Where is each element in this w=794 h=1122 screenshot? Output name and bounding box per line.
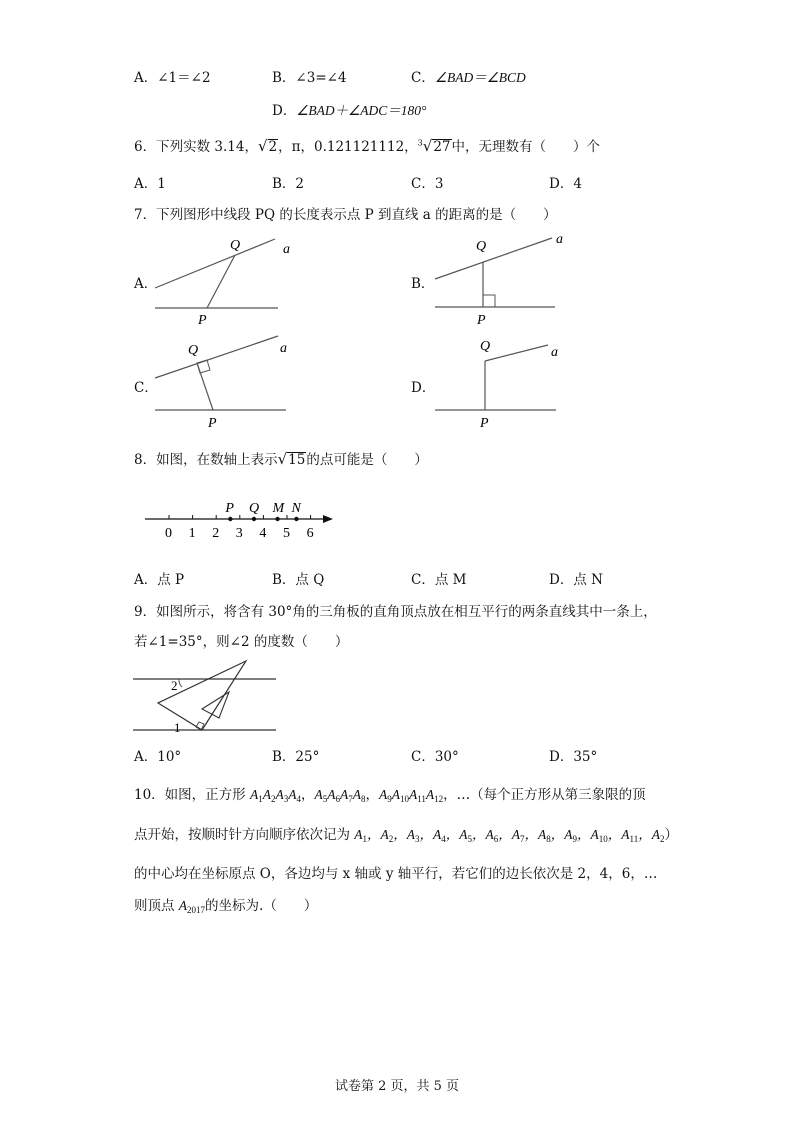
point-q <box>252 517 256 521</box>
page-footer: 试卷第 2 页，共 5 页 <box>334 1079 460 1094</box>
stem-text: 中，无理数有（ ）个 <box>451 139 601 155</box>
stem-text: ，…（每个正方形从第三象限的顶 <box>443 787 646 803</box>
radicand: 15 <box>288 452 306 468</box>
tick-label: 2 <box>212 526 220 541</box>
option-letter: D． <box>549 572 574 588</box>
stem-text: 6．下列实数 3.14， <box>134 139 258 155</box>
vertex-sequence: $A_1$，$A_2$，$A_3$，$A_4$，$A_5$，$A_6$，$A_7$，$A_8$，$A_9$，$A_{10}$，$A_{11}$，$A_2$ <box>354 827 665 844</box>
q7-figure-a <box>150 228 300 328</box>
label-q: Q <box>230 238 241 253</box>
stem-text: 10．如图，正方形 <box>134 787 250 803</box>
square-name-2: $A_5A_6A_7A_8$ <box>314 787 366 804</box>
option-text: 2 <box>295 176 305 192</box>
label-p: P <box>208 416 217 431</box>
option-letter: B． <box>272 176 296 192</box>
point-n <box>294 517 298 521</box>
option-text: 点 P <box>157 572 185 588</box>
triangle-ruler-inner <box>202 692 229 718</box>
tick-label: 1 <box>188 526 196 541</box>
sqrt-sign: √ <box>277 450 288 468</box>
point-label-n: N <box>291 501 301 516</box>
stem-text: ，π，0.121121112， <box>278 139 418 155</box>
option-text: ∠3=∠4 <box>295 70 347 86</box>
q8-number-line <box>140 494 350 544</box>
tick-label: 0 <box>165 526 172 541</box>
option-letter: D． <box>272 103 297 119</box>
option-letter: B． <box>272 749 296 765</box>
q9-option-c[interactable] <box>411 745 459 765</box>
q6-option-d[interactable] <box>549 172 582 192</box>
option-letter: D． <box>549 176 574 192</box>
stem-text: 的点可能是（ ） <box>306 452 428 468</box>
option-letter: A． <box>134 176 158 192</box>
tick-label: 5 <box>283 526 290 541</box>
point-label-m: M <box>272 501 285 516</box>
option-text: 3 <box>434 176 444 192</box>
arrow-icon <box>323 515 333 523</box>
q7-option-d[interactable]: D． <box>411 380 436 396</box>
q8-option-b[interactable] <box>272 568 324 588</box>
option-letter: B． <box>272 70 296 86</box>
point-p <box>228 517 232 521</box>
angle-label-2: 2 <box>171 678 178 693</box>
q7-stem: 7．下列图形中线段 PQ 的长度表示点 P 到直线 a 的距离的是（ ） <box>134 207 557 223</box>
q9-stem-line2: 若∠1=35°，则∠2 的度数（ ） <box>134 634 349 650</box>
option-text: 30° <box>434 749 459 765</box>
q7-option-b[interactable]: B． <box>411 276 435 292</box>
label-q: Q <box>476 239 487 254</box>
option-text: 点 M <box>434 572 467 588</box>
label-q: Q <box>188 343 199 358</box>
root-index: 3 <box>417 138 423 148</box>
q9-option-b[interactable] <box>272 745 319 765</box>
radicand: 2 <box>268 139 278 155</box>
q9-option-a[interactable] <box>134 745 181 765</box>
q7-figure-d <box>430 332 580 432</box>
q9-option-d[interactable] <box>549 745 597 765</box>
option-letter: A． <box>134 572 158 588</box>
option-letter: C． <box>411 572 435 588</box>
q5-option-b[interactable] <box>272 66 347 86</box>
option-text: ∠1＝∠2 <box>157 70 211 86</box>
option-letter: A． <box>134 749 158 765</box>
q9-stem-line1: 9．如图所示，将含有 30°角的三角板的直角顶点放在相互平行的两条直线其中一条上， <box>134 604 657 620</box>
q10-line2: 点开始，按顺时针方向顺序依次记为 $A_1$，$A_2$，$A_3$，$A_4$，$A_5$，$A_6$，$A_7$，$A_8$，$A_9$，$A_{10}$，$A_{11}$，$A_2$） <box>134 827 678 844</box>
option-letter: C． <box>411 176 435 192</box>
label-p: P <box>480 416 489 431</box>
option-text: ∠BAD＋∠ADC＝180° <box>296 103 427 118</box>
point-m <box>275 517 279 521</box>
option-text: 35° <box>573 749 598 765</box>
q10-line4 <box>134 894 317 915</box>
option-letter: C． <box>411 70 435 86</box>
stem-text: 8．如图，在数轴上表示 <box>134 452 278 468</box>
angle-label-1: 1 <box>174 720 181 735</box>
option-text: 点 Q <box>295 572 325 588</box>
radicand: 27 <box>433 139 451 155</box>
q8-option-a[interactable] <box>134 568 184 588</box>
label-p: P <box>477 313 486 328</box>
stem-text: 点开始，按顺时针方向顺序依次记为 <box>134 827 355 843</box>
option-letter: B． <box>272 572 296 588</box>
square-name-3: $A_9A_{10}A_{11}A_{12}$ <box>378 787 444 804</box>
q8-option-d[interactable] <box>549 568 603 588</box>
option-letter: C． <box>411 749 435 765</box>
q9-figure <box>133 657 278 737</box>
q8-stem <box>134 448 428 468</box>
point-label-p: P <box>225 501 234 516</box>
label-q: Q <box>480 339 491 354</box>
q6-option-a[interactable] <box>134 172 166 192</box>
q7-option-a[interactable]: A． <box>134 276 158 292</box>
label-a: a <box>280 341 287 356</box>
q5-option-a[interactable] <box>134 66 211 86</box>
label-p: P <box>198 313 207 328</box>
q6-stem <box>134 135 600 155</box>
q6-option-c[interactable] <box>411 172 443 192</box>
option-letter: D． <box>549 749 574 765</box>
cbrt-sign: √ <box>422 137 433 155</box>
tick-label: 4 <box>259 526 267 541</box>
option-text: 点 N <box>573 572 603 588</box>
label-a: a <box>556 232 563 247</box>
option-text: 1 <box>157 176 166 192</box>
q10-line1: 10．如图，正方形 $A_1A_2A_3A_4$，$A_5A_6A_7A_8$，$A_9A_{10}A_{11}A_{12}$，…（每个正方形从第三象限的顶 <box>134 787 646 804</box>
q7-figure-b <box>430 228 580 328</box>
sqrt-sign: √ <box>257 137 268 155</box>
label-a: a <box>283 242 290 257</box>
tick-label: 3 <box>235 526 243 541</box>
q5-option-c[interactable] <box>411 66 526 86</box>
stem-text: 则顶点 <box>134 898 179 914</box>
tick-label: 6 <box>306 526 314 541</box>
option-text: ∠BAD＝∠BCD <box>434 70 526 85</box>
q5-option-d[interactable] <box>272 99 426 119</box>
triangle-ruler-outer <box>158 661 246 730</box>
label-a: a <box>551 345 558 360</box>
option-text: 25° <box>295 749 320 765</box>
q6-option-b[interactable] <box>272 172 304 192</box>
vertex-a2017: $A_{2017}$ <box>178 898 206 915</box>
q7-figure-c <box>150 332 300 432</box>
q8-option-c[interactable] <box>411 568 466 588</box>
square-name-1: $A_1A_2A_3A_4$ <box>249 787 301 804</box>
stem-text: 的坐标为.（ ） <box>205 898 318 914</box>
option-text: 4 <box>573 176 582 192</box>
q10-line3: 的中心均在坐标原点 O，各边均与 x 轴或 y 轴平行，若它们的边长依次是 2，4，6，… <box>134 866 658 882</box>
option-letter: A． <box>134 70 158 86</box>
option-text: 10° <box>157 749 182 765</box>
q7-option-c[interactable]: C． <box>134 380 158 396</box>
point-label-q: Q <box>248 501 260 516</box>
